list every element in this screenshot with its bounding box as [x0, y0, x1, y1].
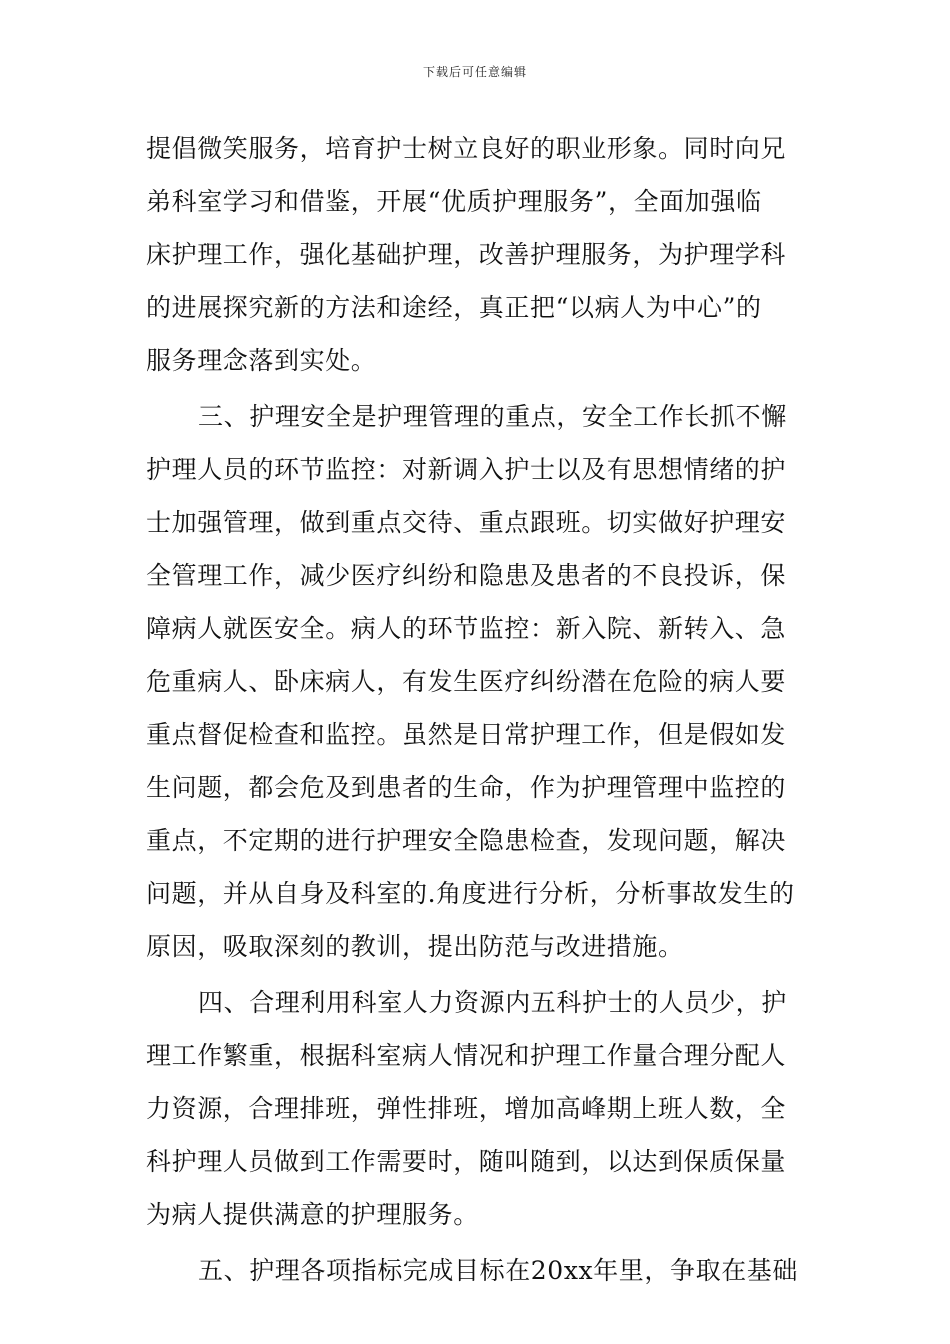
text-line: 原因，吸取深刻的教训，提出防范与改进措施。 — [146, 932, 684, 961]
text-line: 士加强管理，做到重点交待、重点跟班。切实做好护理安 — [146, 508, 787, 537]
text-line: 危重病人、卧床病人，有发生医疗纠纷潜在危险的病人要 — [146, 667, 787, 696]
text-line: 的进展探究新的方法和途经，真正把“以病人为中心”的 — [146, 293, 762, 322]
text-line: 为病人提供满意的护理服务。 — [146, 1200, 479, 1229]
text-line: 问题，并从自身及科室的.角度进行分析，分析事故发生的 — [146, 879, 795, 908]
text-line: 理工作繁重，根据科室病人情况和护理工作量合理分配人 — [146, 1041, 787, 1070]
text-line: 全管理工作，减少医疗纠纷和隐患及患者的不良投诉，保 — [146, 561, 787, 590]
text-line: 床护理工作，强化基础护理，改善护理服务，为护理学科 — [146, 240, 787, 269]
text-line: 生问题，都会危及到患者的生命，作为护理管理中监控的 — [146, 773, 787, 802]
text-line: 障病人就医安全。病人的环节监控：新入院、新转入、急 — [146, 614, 787, 643]
section-heading-line: 四、合理利用科室人力资源内五科护士的人员少，护 — [198, 988, 787, 1017]
text-line: 力资源，合理排班，弹性排班，增加高峰期上班人数，全 — [146, 1094, 787, 1123]
text-line: 重点，不定期的进行护理安全隐患检查，发现问题，解决 — [146, 826, 787, 855]
page-header-note: 下载后可任意编辑 — [422, 65, 527, 79]
section-heading-line: 三、护理安全是护理管理的重点，安全工作长抓不懈 — [198, 402, 787, 431]
text-line: 重点督促检查和监控。虽然是日常护理工作，但是假如发 — [146, 720, 787, 749]
section-heading-line: 五、护理各项指标完成目标在20xx年里，争取在基础 — [198, 1256, 799, 1285]
document-body — [146, 122, 808, 1297]
text-line: 提倡微笑服务，培育护士树立良好的职业形象。同时向兄 — [146, 134, 787, 163]
text-line: 科护理人员做到工作需要时，随叫随到，以达到保质保量 — [146, 1147, 787, 1176]
text-line: 服务理念落到实处。 — [146, 346, 377, 375]
text-line: 护理人员的环节监控：对新调入护士以及有思想情绪的护 — [146, 455, 787, 484]
text-line: 弟科室学习和借鉴，开展“优质护理服务”，全面加强临 — [146, 187, 762, 216]
